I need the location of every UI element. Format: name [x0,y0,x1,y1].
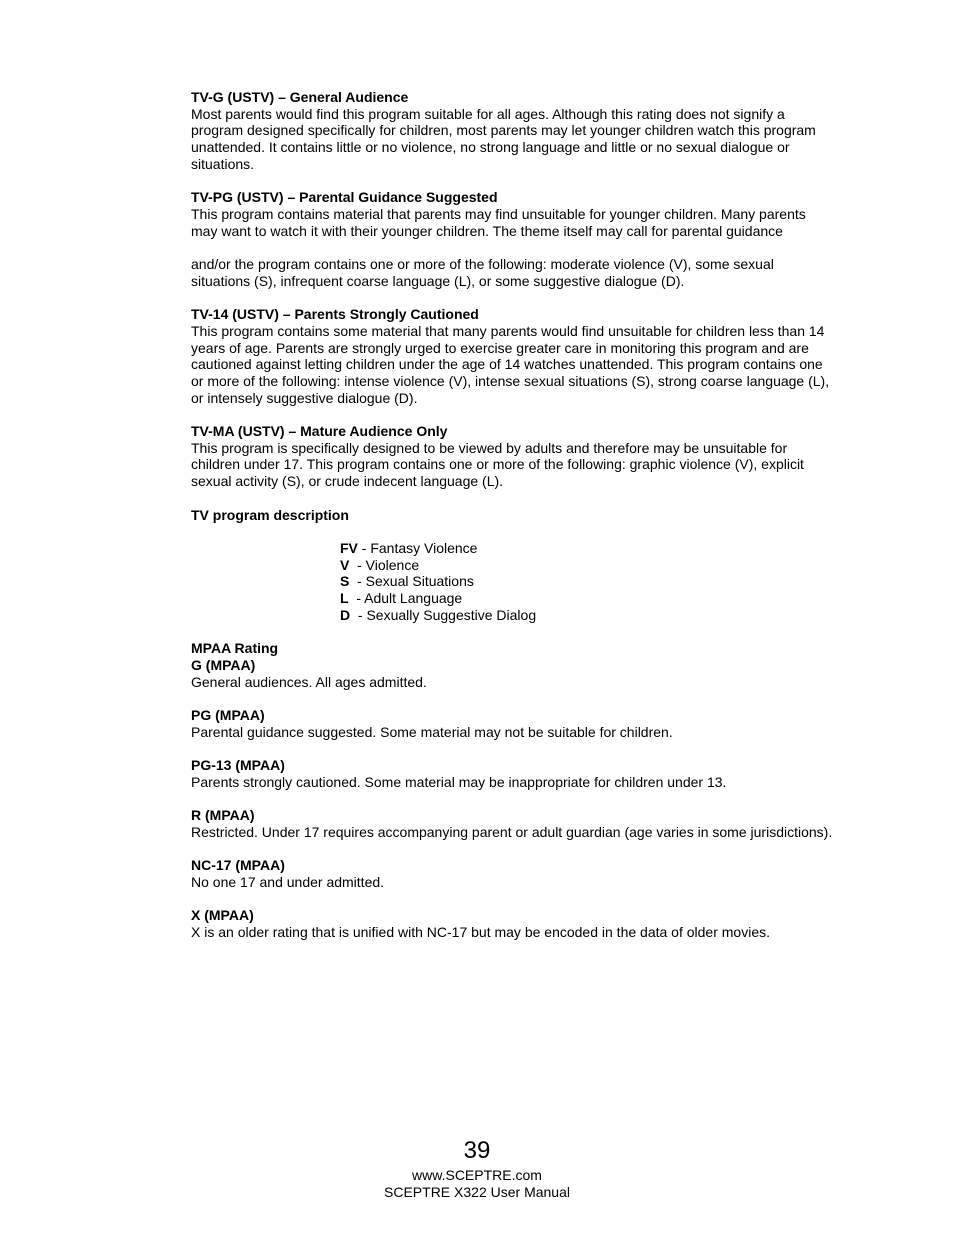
desc-code: FV [340,539,358,556]
mpaa-g-heading: G (MPAA) [191,656,256,673]
mpaa-g-description: General audiences. All ages admitted. [191,673,427,690]
desc-code: S [340,573,350,590]
desc-code: V [340,556,350,573]
tv-pg-description: This program contains material that parents may find unsuitable for younger children. Many parents may want to watch it with their younger children. The theme itself may call for parental guidance [191,205,806,239]
desc-code: L [340,590,349,606]
desc-item-s [340,573,836,590]
page-number: 39 [463,1137,491,1164]
tv-ma-description: This program is specifically designed to be viewed by adults and therefore may be unsuitable for children under 17. This program contains one or more of the following: graphic violence (V), explicit sexual activity (S), or crude indecent language (L). [191,439,804,490]
desc-code: D [340,606,351,623]
tv-g-description: Most parents would find this program suitable for all ages. Although this rating does not signify a program designed specifically for children, most parents may let younger children watch this program unattended. It contains little or no violence, no strong language and little or no sexual dialogue or situations. [191,105,816,172]
desc-item-fv [340,540,836,557]
desc-item-d [340,607,836,624]
desc-text: - Sexually Suggestive Dialog [350,606,537,623]
tv-pg-heading: TV-PG (USTV) – Parental Guidance Suggested [191,189,498,206]
mpaa-nc17-description: No one 17 and under admitted. [191,873,385,890]
tv-description-heading: TV program description [191,506,349,523]
desc-text: - Adult Language [348,590,463,606]
tv-14-description: This program contains some material that many parents would find unsuitable for children less than 14 years of age. Parents are strongly urged to exercise greater care in monitoring this program and are cautioned against letting children under the age of 14 watches unattended. This program contains one or more of the following: intense violence (V), intense sexual situations (S), strong coarse language (L), or intensely suggestive dialogue (D). [191,322,830,406]
mpaa-r-description: Restricted. Under 17 requires accompanying parent or adult guardian (age varies in some jurisdictions). [191,823,833,840]
tv-pg-description-continued: and/or the program contains one or more of the following: moderate violence (V), some sexual situations (S), infrequent coarse language (L), or some suggestive dialogue (D). [191,256,774,289]
page-content [191,89,836,941]
tv-description-list [340,540,836,624]
footer-url: www.SCEPTRE.com [412,1167,542,1183]
mpaa-x-heading: X (MPAA) [191,907,254,924]
mpaa-heading: MPAA Rating [191,640,279,657]
footer-manual-title: SCEPTRE X322 User Manual [384,1184,570,1200]
desc-text: - Sexual Situations [349,573,474,590]
tv-14-heading: TV-14 (USTV) – Parents Strongly Cautioned [191,306,479,323]
mpaa-r-heading: R (MPAA) [191,807,255,824]
desc-text: - Fantasy Violence [357,539,478,556]
mpaa-pg13-heading: PG-13 (MPAA) [191,756,285,773]
mpaa-nc17-heading: NC-17 (MPAA) [191,857,285,874]
tv-ma-heading: TV-MA (USTV) – Mature Audience Only [191,423,448,439]
mpaa-pg-description: Parental guidance suggested. Some material may not be suitable for children. [191,723,673,740]
mpaa-x-description: X is an older rating that is unified with NC-17 but may be encoded in the data of older movies. [191,923,770,940]
mpaa-pg13-description: Parents strongly cautioned. Some material may be inappropriate for children under 13. [191,773,727,790]
mpaa-pg-heading: PG (MPAA) [191,706,265,723]
tv-g-heading: TV-G (USTV) – General Audience [191,89,409,105]
desc-item-v [340,557,836,574]
desc-text: - Violence [349,556,420,573]
desc-item-l [340,590,836,607]
